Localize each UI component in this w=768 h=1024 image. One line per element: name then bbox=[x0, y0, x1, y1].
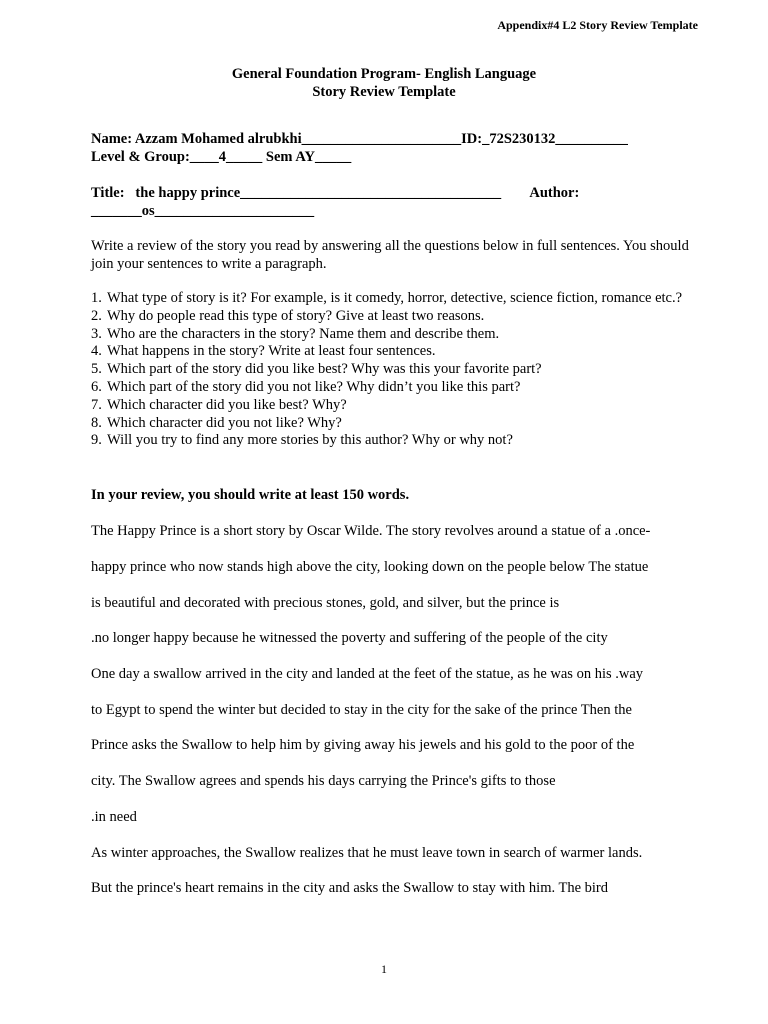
instructions-paragraph: Write a review of the story you read by answering all the questions below in full sentences. You should join your sentences to write a paragraph. bbox=[91, 238, 689, 272]
title-line-1: General Foundation Program- English Language bbox=[231, 66, 537, 82]
question-item bbox=[91, 415, 682, 433]
question-text: Who are the characters in the story? Name them and describe them. bbox=[107, 325, 500, 342]
question-number: 5. bbox=[91, 361, 102, 378]
review-line: city. The Swallow agrees and spends his days carrying the Prince's gifts to those bbox=[91, 773, 556, 789]
student-name-line: Name: Azzam Mohamed alrubkhi______________________ID:_72S230132__________ bbox=[91, 131, 628, 147]
title-line-2: Story Review Template bbox=[312, 84, 456, 100]
question-number: 9. bbox=[91, 432, 102, 449]
question-number: 6. bbox=[91, 378, 102, 395]
question-item bbox=[91, 308, 682, 326]
question-item bbox=[91, 343, 682, 361]
question-text: Which part of the story did you not like? Why didn’t you like this part? bbox=[107, 378, 521, 395]
question-text: What type of story is it? For example, is it comedy, horror, detective, science fiction, romance etc.? bbox=[107, 290, 683, 306]
question-text: Which part of the story did you like best? Why was this your favorite part? bbox=[107, 361, 542, 378]
appendix-header: Appendix#4 L2 Story Review Template bbox=[497, 18, 698, 32]
question-item bbox=[91, 290, 682, 308]
question-text: Which character did you not like? Why? bbox=[107, 414, 342, 431]
page-number: 1 bbox=[381, 962, 387, 976]
review-line: Prince asks the Swallow to help him by giving away his jewels and his gold to the poor of the bbox=[91, 737, 635, 753]
question-list bbox=[91, 290, 682, 450]
review-line: The Happy Prince is a short story by Oscar Wilde. The story revolves around a statue of a .once- bbox=[91, 523, 651, 539]
review-line: .in need bbox=[91, 809, 137, 825]
question-item bbox=[91, 361, 682, 379]
question-text: Will you try to find any more stories by this author? Why or why not? bbox=[107, 432, 513, 449]
book-title-line: Title: the happy prince____________________________________ Author: bbox=[91, 185, 580, 201]
question-item bbox=[91, 379, 682, 397]
book-author-line: _______os______________________ bbox=[91, 203, 315, 219]
document-title bbox=[0, 65, 768, 101]
question-item bbox=[91, 326, 682, 344]
question-item bbox=[91, 432, 682, 450]
review-line: happy prince who now stands high above the city, looking down on the people below The statue bbox=[91, 559, 649, 575]
review-line: is beautiful and decorated with precious stones, gold, and silver, but the prince is bbox=[91, 595, 560, 611]
question-number: 7. bbox=[91, 396, 102, 413]
question-number: 8. bbox=[91, 414, 102, 431]
review-line: But the prince's heart remains in the city and asks the Swallow to stay with him. The bird bbox=[91, 880, 608, 896]
student-level-line: Level & Group:____4_____ Sem AY_____ bbox=[91, 149, 352, 165]
question-text: Which character did you like best? Why? bbox=[107, 396, 347, 413]
review-heading: In your review, you should write at least 150 words. bbox=[91, 487, 410, 503]
question-text: Why do people read this type of story? Give at least two reasons. bbox=[107, 307, 485, 324]
question-number: 2. bbox=[91, 307, 102, 324]
question-item bbox=[91, 397, 682, 415]
question-number: 4. bbox=[91, 343, 102, 360]
question-text: What happens in the story? Write at least four sentences. bbox=[107, 343, 436, 360]
question-number: 3. bbox=[91, 325, 102, 342]
review-line: to Egypt to spend the winter but decided to stay in the city for the sake of the prince Then the bbox=[91, 702, 632, 718]
review-line: As winter approaches, the Swallow realizes that he must leave town in search of warmer lands. bbox=[91, 845, 643, 861]
question-number: 1. bbox=[91, 290, 102, 306]
review-line: One day a swallow arrived in the city and landed at the feet of the statue, as he was on his .way bbox=[91, 666, 644, 682]
review-line: .no longer happy because he witnessed the poverty and suffering of the people of the city bbox=[91, 630, 608, 646]
